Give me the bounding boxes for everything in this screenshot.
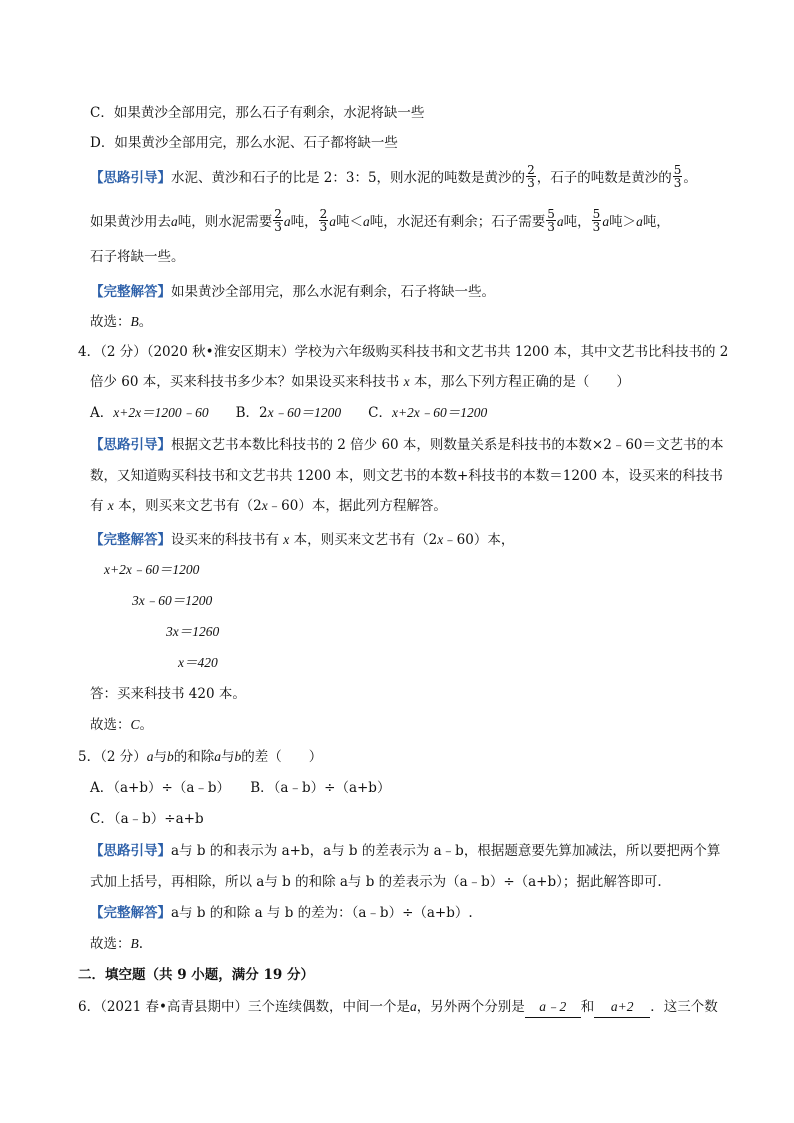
text: 根据文艺书本数比科技书的 2 倍少 60 本，则数量关系是科技书的本数×2﹣60＝文艺书的本 — [171, 437, 724, 453]
hint-4-line-2: 数，又知道购买科技书和文艺书共 1200 本，则文艺书的本数+科技书的本数＝1200 本，设买来的科技书 — [90, 468, 723, 484]
text: ，另外两个分别是 — [416, 999, 525, 1015]
text: 吨， — [290, 214, 318, 230]
question-4-line-1: 4．（2 分）（2020 秋•淮安区期末）学校为六年级购买科技书和文艺书共 1200 本，其中文艺书比科技书的 2 — [78, 344, 729, 360]
text: 有 — [90, 498, 108, 514]
expr: x+2x﹣60＝1200 — [391, 405, 488, 420]
fraction: $\frac{2}{3}$ — [319, 207, 328, 234]
var: x — [403, 374, 410, 389]
text: 。 — [139, 717, 154, 733]
text: ﹣60）本，据此列方程解答。 — [267, 498, 447, 514]
question-5 — [78, 747, 322, 767]
text: 本，那么下列方程正确的是（ ） — [409, 374, 630, 390]
hint-tag: 【思路引导】 — [90, 437, 171, 453]
text: a与 b 的和除 a 与 b 的差为：（a﹣b）÷（a+b）. — [171, 905, 473, 921]
var: a — [409, 999, 417, 1014]
text: 本，则买来文艺书有（2 — [289, 532, 438, 548]
fraction: $\frac{5}{3}$ — [592, 207, 601, 234]
equation-step-2: 3x﹣60＝1200 — [132, 593, 213, 608]
var: a — [329, 214, 337, 229]
var: x — [261, 498, 268, 513]
text: 吨，水泥还有剩余；石子需要 — [369, 214, 546, 230]
text: 吨＞ — [609, 214, 637, 230]
text: A．（a+b）÷（a﹣b） — [90, 780, 224, 796]
text: 吨，则水泥需要 — [177, 214, 273, 230]
question-6 — [78, 997, 718, 1018]
var: a — [363, 214, 370, 229]
text: 如果黄沙用去 — [90, 214, 171, 230]
answer-5-line — [90, 903, 473, 923]
text: 倍少 60 本，买来科技书多少本？如果设买来科技书 — [90, 374, 404, 390]
var: a — [214, 749, 221, 764]
equation-step-4: x＝420 — [178, 655, 218, 670]
fraction: $\frac{5}{3}$ — [673, 163, 682, 190]
fraction: $\frac{5}{3}$ — [547, 207, 555, 234]
var: x — [437, 532, 444, 547]
text: 如果黄沙全部用完，那么水泥有剩余，石子将缺一些。 — [171, 284, 495, 300]
var: a — [146, 749, 154, 764]
fraction: $\frac{2}{3}$ — [527, 163, 535, 190]
text: 。 — [138, 314, 153, 330]
text: 吨＜ — [336, 214, 364, 230]
answer-tag: 【完整解答】 — [90, 905, 171, 921]
text: 水泥、黄沙和石子的比是 2：3：5，则水泥的吨数是黄沙的 — [171, 170, 526, 186]
var: B — [130, 936, 139, 951]
hint-tag: 【思路引导】 — [90, 170, 171, 186]
fraction: $\frac{2}{3}$ — [274, 207, 282, 234]
choice-line — [90, 312, 152, 332]
text: 5．（2 分） — [78, 749, 147, 765]
hint-line-1 — [90, 163, 697, 191]
text: 与 — [220, 749, 235, 765]
text: 故选： — [90, 717, 131, 733]
var: b — [234, 749, 242, 764]
expr: x+2x＝1200﹣60 — [113, 405, 209, 420]
hint-line-3: 石子将缺一些。 — [90, 249, 185, 265]
text: 和 — [580, 999, 595, 1015]
text: 设买来的科技书有 — [171, 532, 284, 548]
option-c: C．如果黄沙全部用完，那么石子有剩余，水泥将缺一些 — [90, 105, 425, 121]
var: a — [602, 214, 610, 229]
var: a — [556, 214, 564, 229]
hint-tag: 【思路引导】 — [90, 843, 171, 859]
text: 的和除 — [173, 749, 215, 765]
question-5-option-c: C．（a﹣b）÷a+b — [90, 811, 204, 827]
expr: x﹣60＝1200 — [267, 405, 342, 420]
text: ．这三个数 — [650, 999, 718, 1015]
option-d: D．如果黄沙全部用完，那么水泥、石子都将缺一些 — [90, 135, 398, 151]
var: a — [283, 214, 291, 229]
text: 的差（ ） — [241, 749, 323, 765]
choice-line — [90, 934, 143, 954]
var: B — [130, 314, 139, 329]
answer-tag: 【完整解答】 — [90, 284, 171, 300]
text: a与 b 的和表示为 a+b，a与 b 的差表示为 a﹣b，根据题意要先算加减法，所以要把两个算 — [171, 843, 721, 859]
question-5-options-ab — [90, 778, 390, 798]
text: 与 — [153, 749, 167, 765]
text: 吨， — [563, 214, 591, 230]
text: B．2 — [208, 405, 268, 421]
hint-line-2 — [90, 207, 670, 235]
answer-statement: 答：买来科技书 420 本。 — [90, 686, 246, 702]
choice-line — [90, 715, 153, 735]
question-4-options — [90, 403, 487, 423]
question-4-line-2 — [90, 372, 630, 392]
var: x — [283, 532, 290, 547]
text: ﹣60）本， — [443, 532, 515, 548]
text: A． — [90, 405, 114, 421]
text: C． — [341, 405, 392, 421]
hint-5-line-2: 式加上括号，再相除，所以 a与 b 的和除 a与 b 的差表示为（a﹣b）÷（a+b）；据此解答即可. — [90, 874, 662, 890]
answer-line — [90, 282, 495, 302]
answer-4-line — [90, 530, 514, 550]
fill-blank-answer: a+2 — [594, 997, 650, 1018]
text: 吨， — [642, 214, 670, 230]
hint-5-line-1 — [90, 841, 720, 861]
text: 本，则买来文艺书有（2 — [113, 498, 262, 514]
equation-step-3: 3x＝1260 — [166, 624, 220, 639]
hint-4-line-1 — [90, 435, 724, 455]
fill-blank-answer: a﹣2 — [525, 997, 581, 1018]
section-heading: 二．填空题（共 9 小题，满分 19 分） — [78, 967, 314, 983]
var: b — [166, 749, 174, 764]
hint-4-line-3 — [90, 496, 447, 516]
text: 故选： — [90, 936, 131, 952]
text: ，石子的吨数是黄沙的 — [536, 170, 672, 186]
var: C — [130, 717, 140, 732]
text: 故选： — [90, 314, 131, 330]
var: a — [636, 214, 643, 229]
answer-tag: 【完整解答】 — [90, 532, 171, 548]
text: 。 — [683, 170, 697, 186]
var: x — [107, 498, 114, 513]
equation-step-1: x+2x﹣60＝1200 — [104, 562, 200, 577]
text: B．（a﹣b）÷（a+b） — [223, 780, 391, 796]
text: 6．（2021 春•高青县期中）三个连续偶数，中间一个是 — [78, 999, 410, 1015]
text: . — [138, 936, 144, 952]
var: a — [171, 214, 178, 229]
